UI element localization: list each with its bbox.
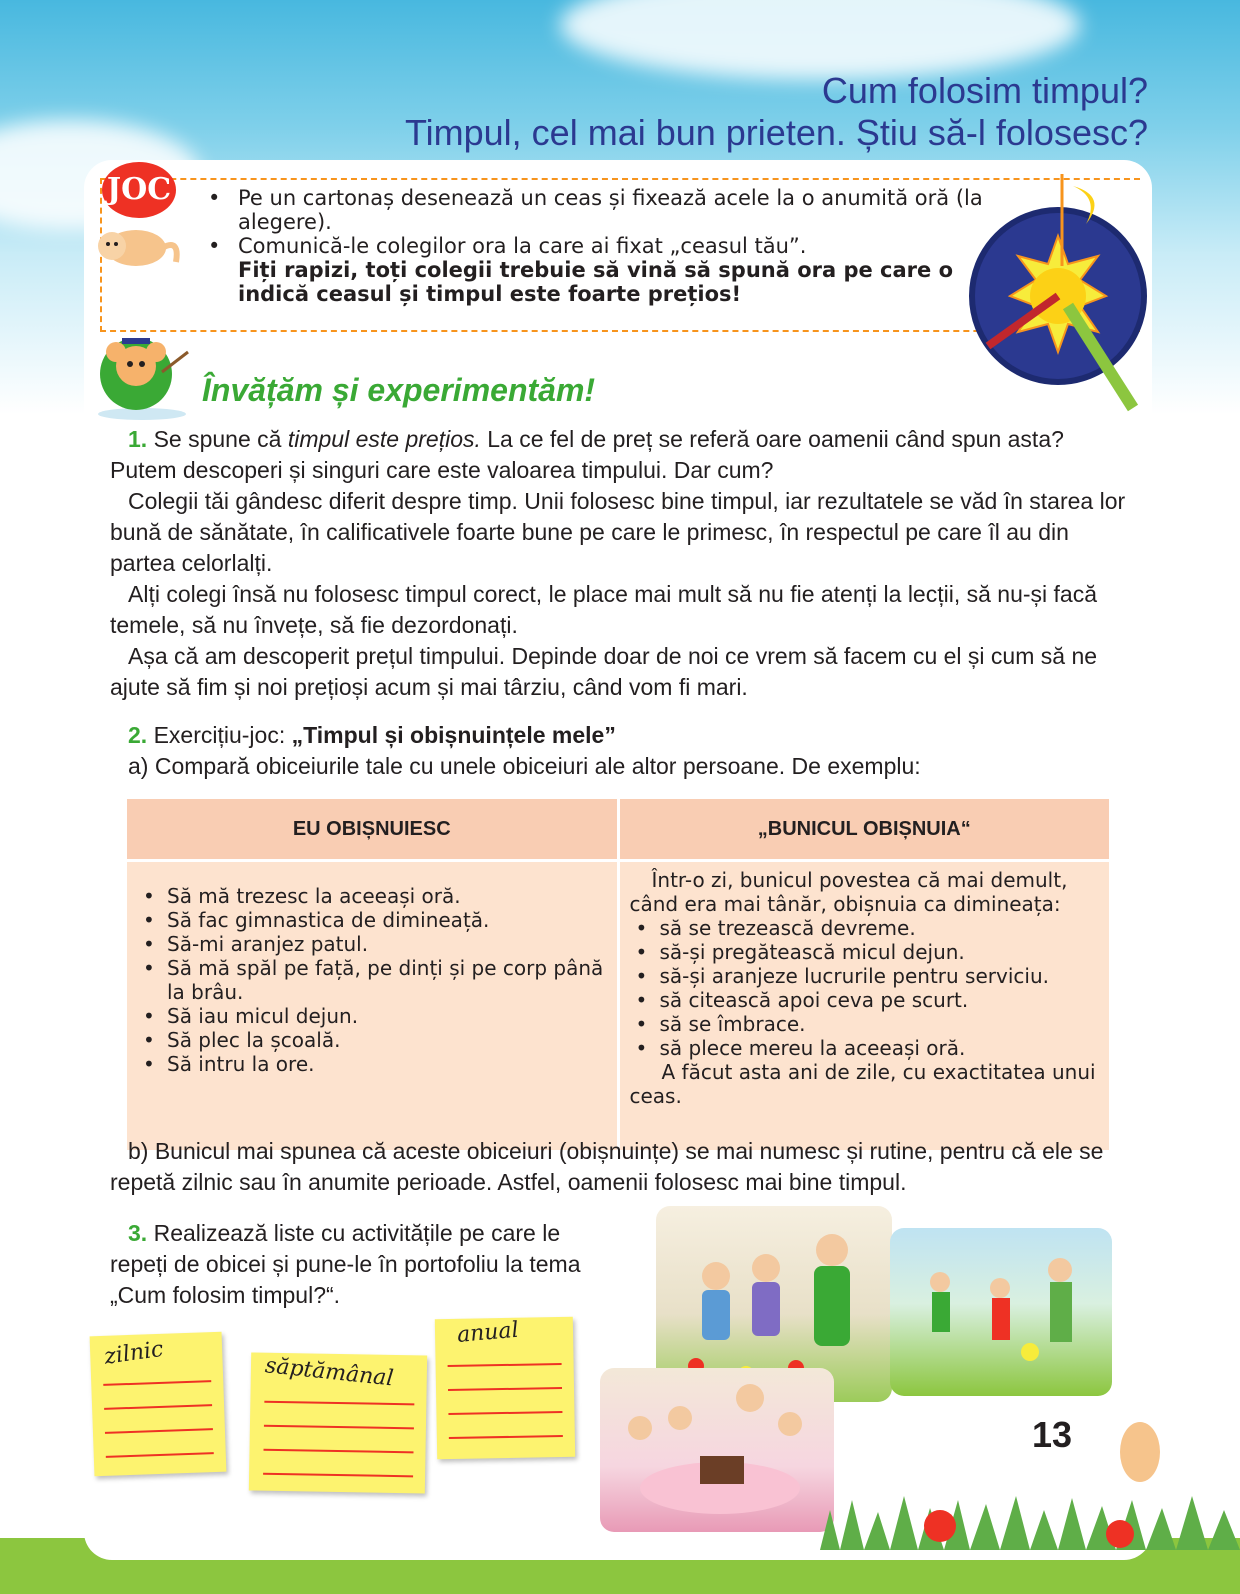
note-line bbox=[105, 1428, 213, 1434]
ex2-title: 2. Exercițiu-joc: „Timpul și obișnuințele mele” bbox=[128, 722, 616, 748]
exercise-1 bbox=[110, 424, 1126, 703]
list-item: • să-și aranjeze lucrurile pentru serviciu. bbox=[630, 964, 1100, 988]
list-item: • Să mă trezesc la aceeași oră. bbox=[137, 884, 607, 908]
football-illustration bbox=[890, 1228, 1112, 1396]
list-item: • să-și pregătească micul dejun. bbox=[630, 940, 1100, 964]
note-line bbox=[106, 1452, 214, 1458]
grandpa-intro: Într-o zi, bunicul povestea că mai demult, când era mai tânăr, obișnuia ca dimineața: bbox=[629, 868, 1068, 916]
page-number: 13 bbox=[1032, 1414, 1073, 1455]
note-line bbox=[264, 1401, 414, 1406]
ex2-part-a: a) Compară obiceiurile tale cu unele obiceiuri ale altor persoane. De exemplu: bbox=[128, 753, 921, 779]
title-line-1: Cum folosim timpul? bbox=[821, 70, 1148, 111]
note-label: anual bbox=[456, 1317, 520, 1348]
note-line bbox=[264, 1449, 414, 1454]
sun-clock-illustration bbox=[968, 156, 1158, 416]
ex1-number: 1. bbox=[128, 426, 148, 452]
children-cake-icon bbox=[600, 1368, 834, 1532]
ex2-part-b: b) Bunicul mai spunea că aceste obiceiuri (obișnuințe) se mai numesc și rutine, pentru că ele se repetă zilnic sau în anumite perioade. Astfel, oamenii folosesc mai bine timpul. bbox=[110, 1138, 1104, 1195]
list-item: • să se îmbrace. bbox=[630, 1012, 1100, 1036]
joc-instructions bbox=[208, 186, 988, 306]
list-item: • Să intru la ore. bbox=[137, 1052, 607, 1076]
children-football-icon bbox=[890, 1228, 1112, 1396]
table-header: „BUNICUL OBIȘNUIA“ bbox=[618, 798, 1111, 861]
joc-item: • Comunică-le colegilor ora la care ai fixat „ceasul tău”. Fiți rapizi, toți colegii trebuie să vină să spună ora pe care o indică ceasul și timpul este foarte prețios! bbox=[208, 234, 988, 306]
grass-flowers-decoration bbox=[820, 1400, 1240, 1550]
grandpa-outro: A făcut asta ani de zile, cu exactitatea unui ceas. bbox=[629, 1060, 1096, 1108]
exercise-2 bbox=[110, 720, 1126, 782]
note-line bbox=[264, 1425, 414, 1430]
note-line bbox=[448, 1411, 562, 1415]
table-cell-grandpa-habits bbox=[618, 861, 1111, 1152]
joc-item: • Pe un cartonaș desenează un ceas și fixează acele la o anumită oră (la alegere). bbox=[208, 186, 988, 234]
note-daily bbox=[90, 1332, 227, 1477]
cat-icon bbox=[92, 218, 182, 278]
ex1-paragraph: Așa că am descoperit prețul timpului. Depinde doar de noi ce vrem să facem cu el și cum să ne ajute să fim și noi prețioși acum și mai târziu, când vom fi mari. bbox=[110, 643, 1098, 700]
habits-table bbox=[124, 796, 1112, 1153]
title-line-2: Timpul, cel mai bun prieten. Știu să-l folosesc? bbox=[405, 112, 1148, 153]
list-item: • să se trezească devreme. bbox=[630, 916, 1100, 940]
sky-cloud bbox=[560, 0, 1080, 80]
list-item: • Să iau micul dejun. bbox=[137, 1004, 607, 1028]
list-item: • Să fac gimnastica de dimineață. bbox=[137, 908, 607, 932]
ex1-paragraph: 1. Se spune că timpul este prețios. La ce fel de preț se referă oare oamenii când spun asta? Putem descoperi și singuri care este valoarea timpului. Dar cum? bbox=[110, 426, 1064, 483]
note-label: zilnic bbox=[102, 1336, 165, 1370]
note-line bbox=[448, 1363, 562, 1367]
note-label: săptămânal bbox=[263, 1353, 395, 1392]
table-header: EU OBIȘNUIESC bbox=[126, 798, 619, 861]
note-line bbox=[103, 1380, 211, 1386]
list-item: • Să plec la școală. bbox=[137, 1028, 607, 1052]
note-yearly bbox=[435, 1317, 575, 1459]
list-item: • Să mă spăl pe față, pe dinți și pe corp până la brâu. bbox=[137, 956, 607, 1004]
joc-badge: JOC bbox=[102, 162, 176, 218]
list-item: • Să-mi aranjez patul. bbox=[137, 932, 607, 956]
table-cell-my-habits bbox=[126, 861, 619, 1152]
list-item: • să citească apoi ceva pe scurt. bbox=[630, 988, 1100, 1012]
page-title bbox=[405, 70, 1148, 154]
ex1-paragraph: Alți colegi însă nu folosesc timpul corect, le place mai mult să nu fie atenți la lecții, să nu-și facă temele, să nu învețe, să fie dezordonați. bbox=[110, 581, 1098, 638]
mouse-teacher-mascot bbox=[92, 322, 192, 420]
list-item: • să plece mereu la aceeași oră. bbox=[630, 1036, 1100, 1060]
birthday-party-illustration bbox=[600, 1368, 834, 1532]
section-heading: Învățăm și experimentăm! bbox=[202, 372, 596, 408]
note-line bbox=[448, 1387, 562, 1391]
exercise-3: 3. Realizează liste cu activitățile pe care le repeți de obicei și pune-le în portofoliu la tema „Cum folosim timpul?“. bbox=[110, 1220, 581, 1308]
ex1-paragraph: Colegii tăi gândesc diferit despre timp. Unii folosesc bine timpul, iar rezultatele se văd în starea lor bună de sănătate, în calificativele foarte bune pe care le primesc, în respectul pe care îl au din partea celorlalți. bbox=[110, 488, 1126, 576]
note-line bbox=[104, 1404, 212, 1410]
note-line bbox=[263, 1473, 413, 1478]
note-line bbox=[449, 1435, 563, 1439]
note-weekly bbox=[249, 1352, 427, 1493]
joc-bold-instruction: Fiți rapizi, toți colegii trebuie să vină să spună ora pe care o indică ceasul și timpul este foarte prețios! bbox=[238, 258, 954, 306]
